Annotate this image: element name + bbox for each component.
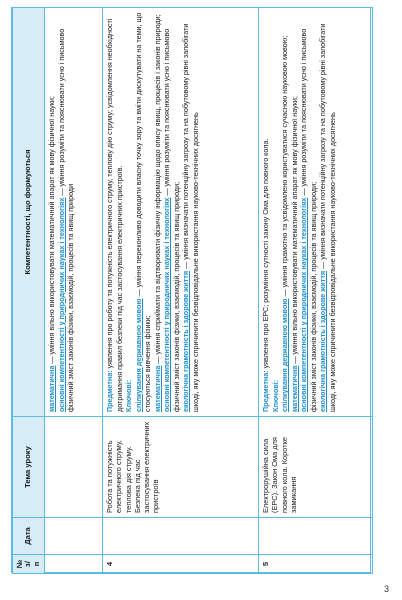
table-row [45, 8, 103, 574]
competency-text: — уміння грамотно та усвідомлено користуватися сучасною науковою мовою; [280, 35, 289, 299]
row-topic: Робота та потужність електричного струму, теплова дія струму. Безпека під час застосування електричних пристроїв [103, 417, 259, 518]
subject-competency [105, 12, 124, 412]
subject-label: Предметна: [105, 370, 114, 412]
competency-highlight: математична [152, 365, 162, 412]
competency-highlight: спілкування державною мовою [280, 298, 289, 412]
page-number: 3 [384, 584, 390, 594]
row-topic [45, 417, 103, 518]
competency-highlight: екологічна грамотність і здорове життя [318, 270, 327, 412]
table-row [103, 8, 259, 574]
table-row [259, 8, 373, 574]
competency-text: — уміння розуміти та пояснювати усно і письмово фізичний зміст законів фізики, взаємодій, процесів та явищ природи; [299, 28, 318, 412]
competency-highlight: основні компетентності у природничих науках і технологіях [162, 197, 171, 412]
page-frame [11, 7, 371, 573]
header-date: Дата [13, 518, 45, 555]
header-topic: Тема уроку [13, 417, 45, 518]
competency-text: — уміння вільно використовувати математичний апарат як мову фізичної науки; [289, 96, 299, 366]
competency-paragraph [299, 12, 318, 412]
key-competencies-label: Ключові: [270, 379, 280, 412]
header-num: № з/п [13, 555, 45, 574]
row-num: 5 [259, 555, 373, 574]
subject-text: уявлення про ЕРС; розуміння сутності закону Ома для повного кола. [261, 138, 270, 371]
competency-paragraph [280, 12, 290, 412]
competency-text: — уміння розуміти та пояснювати усно і письмово фізичний зміст законів фізики, взаємодій, процесів та явищ природи; [162, 28, 181, 412]
competency-text: — уміння розуміти та пояснювати усно і письмово фізичний зміст законів фізики, взаємодій, процесів та явищ природи [56, 28, 75, 412]
row-date [45, 518, 103, 555]
row-num [45, 555, 103, 574]
row-date [259, 518, 373, 555]
competency-highlight: екологічна грамотність і здорове життя [181, 270, 190, 412]
competency-highlight: математична [289, 365, 299, 412]
competency-paragraph [134, 12, 153, 412]
competency-highlight: основні компетентності у природничих науках і технологіях [299, 197, 308, 412]
competency-paragraph [162, 12, 181, 412]
row-competencies [45, 8, 103, 417]
competency-text: — уміння визначати потенційну загрозу та на побутовому рівні запобігати шкоді, яку може спричинити безвідповідальне використання науково-технічних досягнень [181, 23, 200, 412]
competency-highlight: основні компетентності у природничих науках і технологіях [56, 197, 66, 412]
competency-paragraph [290, 12, 300, 412]
table-header-row [13, 8, 45, 574]
subject-text: уявлення про роботу та потужність електричного струму, теплову дію струму; усвідомлення необхідності дотримання правил безпеки під час застосування електричних пристроїв. [105, 18, 124, 412]
key-competencies-label: Ключові: [124, 379, 133, 412]
header-competencies: Компетентності, що формуються [13, 8, 45, 417]
competency-text: — уміння визначати потенційну загрозу та на побутовому рівні запобігати шкоді, яку може спричинити безвідповідальне використання науково-технічних досягнень [318, 23, 337, 412]
subject-label: Предметна: [261, 370, 270, 412]
row-competencies [259, 8, 373, 417]
competency-highlight: математична [47, 365, 56, 412]
row-competencies [103, 8, 259, 417]
row-num: 4 [103, 555, 259, 574]
row-date [103, 518, 259, 555]
competency-text: — уміння сприймати та відтворювати фізичну інформацію щодо опису явищ, процесів і законів природи; [152, 14, 162, 366]
lesson-plan-table [12, 7, 373, 574]
rotated-table-wrapper [12, 8, 372, 574]
competency-text: — уміння переконливо доводити власну точку зору та вміти дискутувати на теми, що стосуються вивчення фізики; [133, 12, 152, 412]
competency-paragraph [57, 12, 76, 412]
subject-competency [261, 12, 271, 412]
competency-highlight: спілкування державною мовою [133, 298, 143, 412]
competency-text: — уміння вільно використовувати математичний апарат як мову фізичної науки; [47, 96, 56, 366]
competency-paragraph [47, 12, 57, 412]
competency-paragraph [181, 12, 200, 412]
competency-paragraph [318, 12, 337, 412]
row-topic: Електрорушійна сила (ЕРС). Закон Ома для повного кола. Коротке замикання [259, 417, 373, 518]
competency-paragraph [153, 12, 163, 412]
